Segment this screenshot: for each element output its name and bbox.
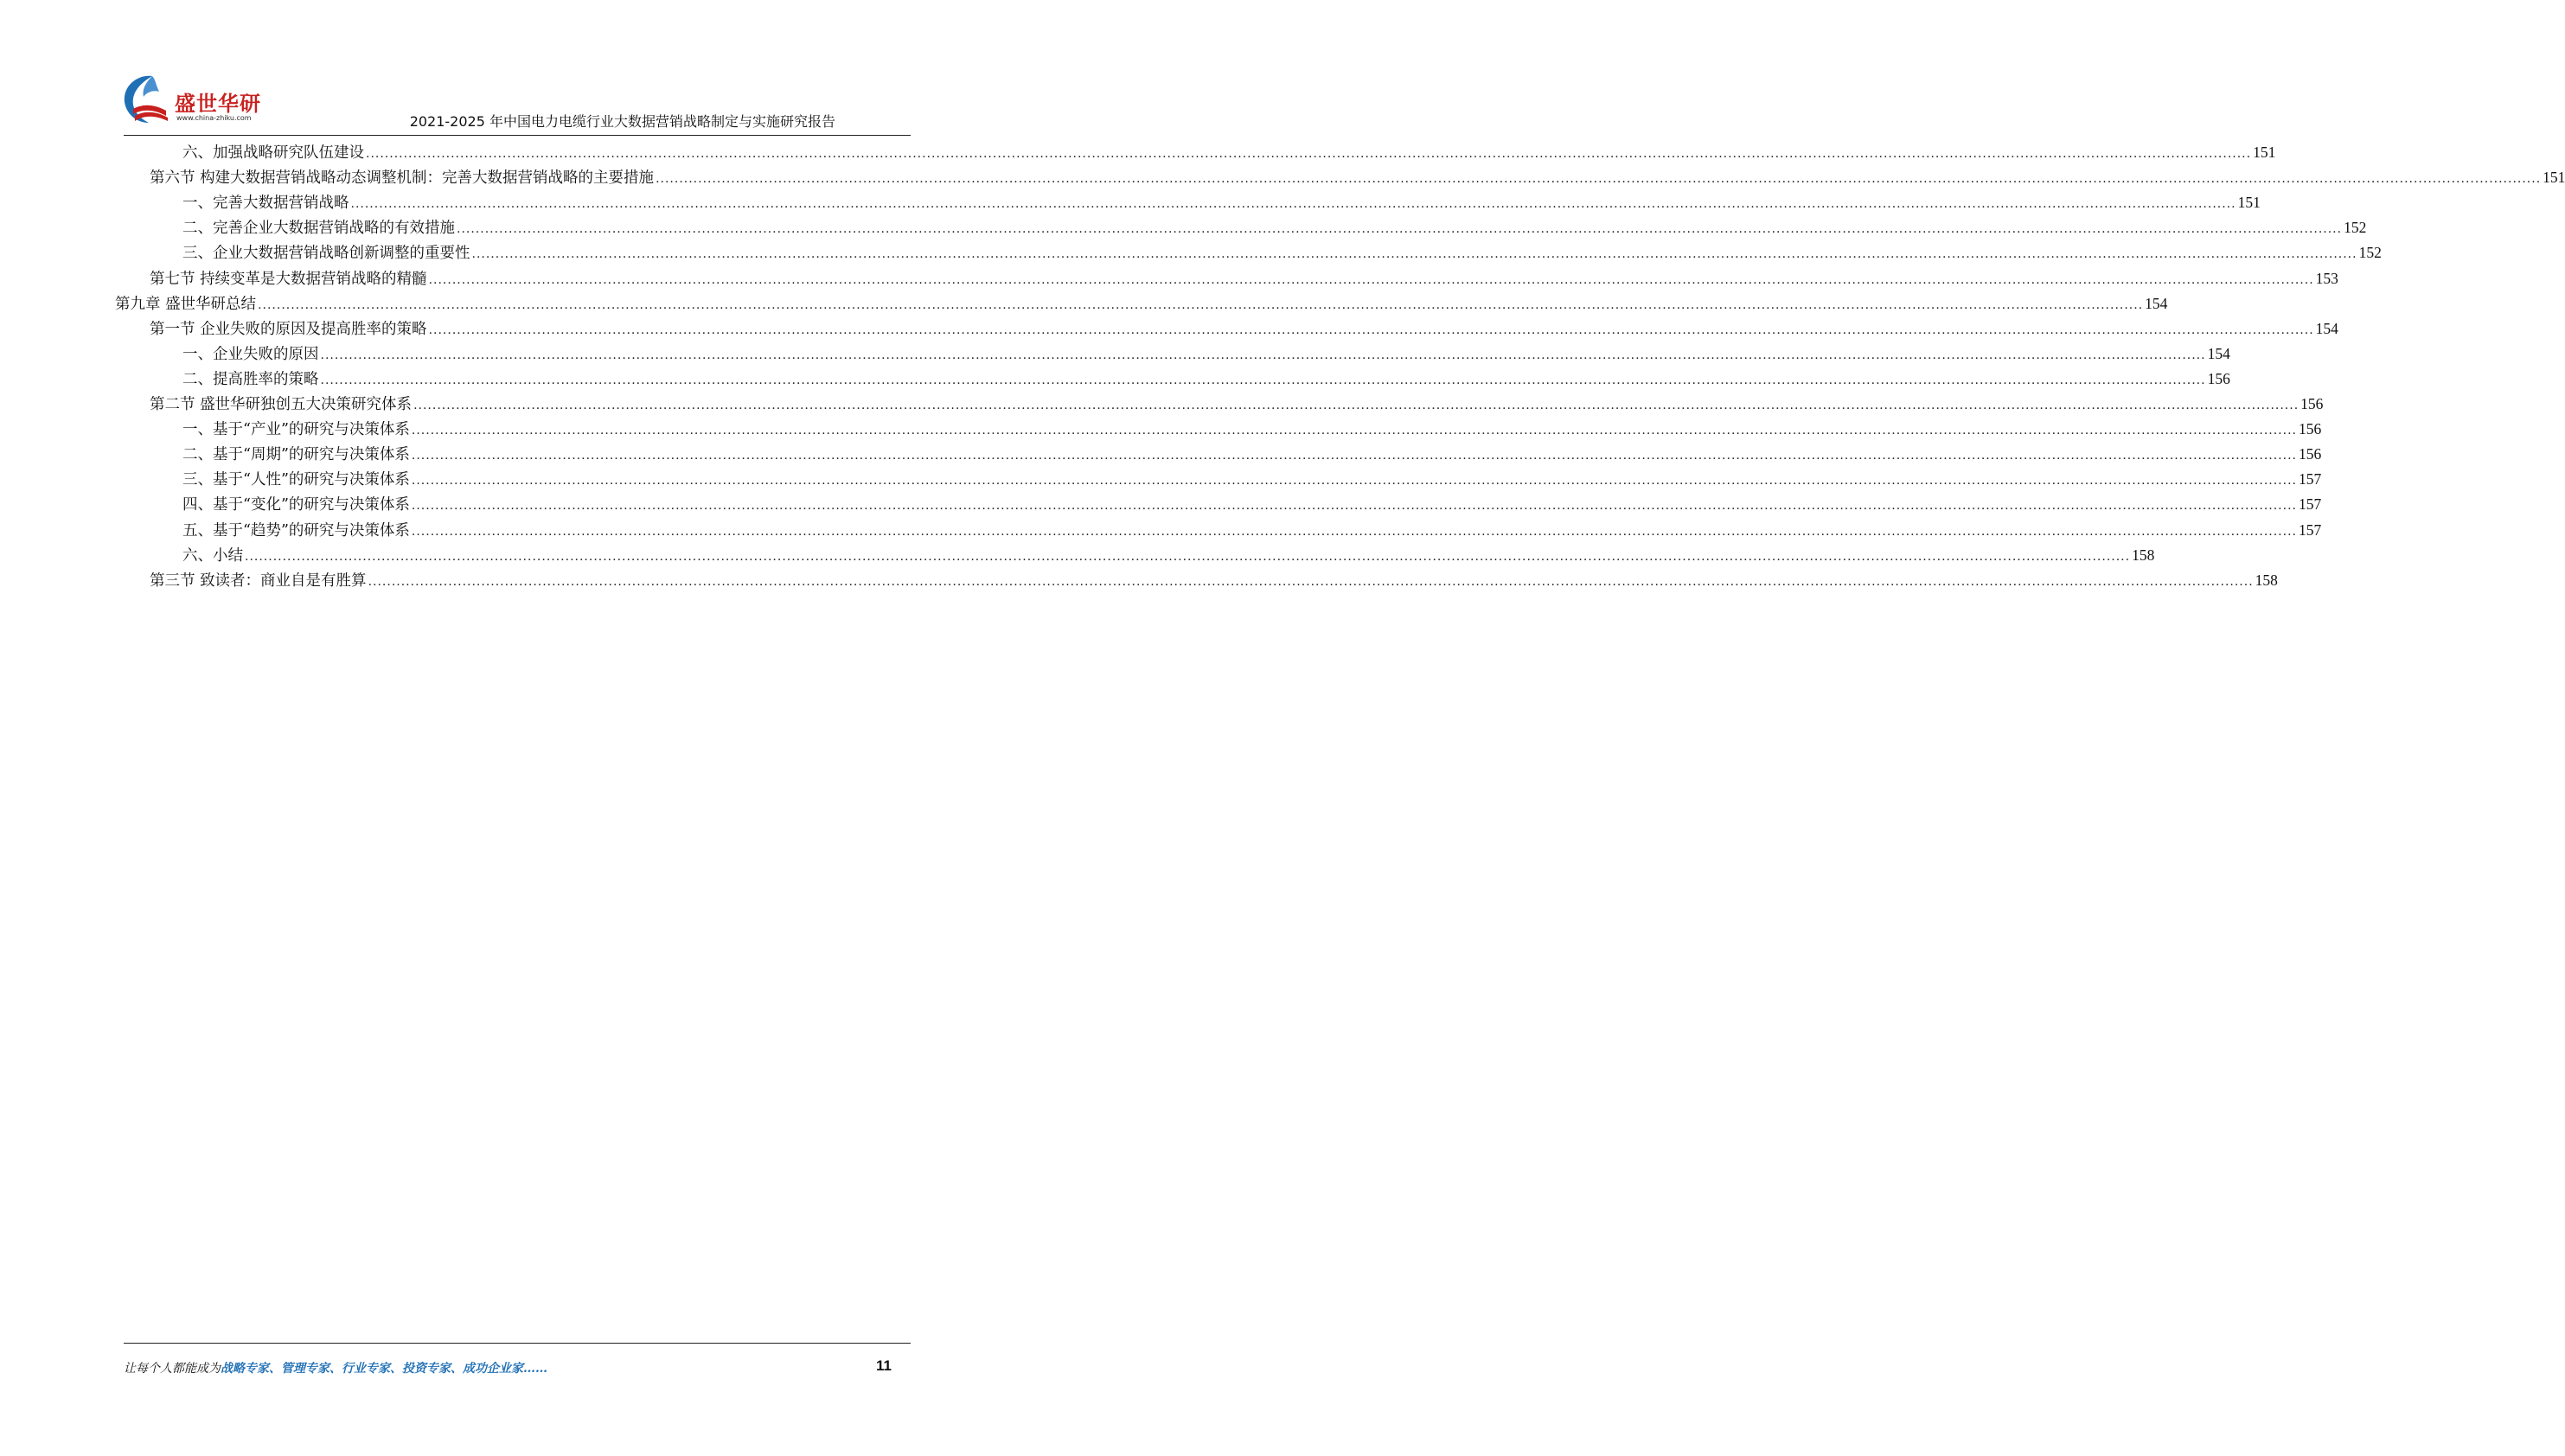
- toc-entry[interactable]: [150, 316, 2338, 342]
- toc-entry-title: 四、基于“变化”的研究与决策体系: [182, 496, 410, 514]
- toc-entry-title: 一、基于“产业”的研究与决策体系: [182, 421, 410, 439]
- toc-entry-title: 第七节 持续变革是大数据营销战略的精髓: [150, 270, 427, 288]
- toc-leader-dots: ................................................................................................................................................................................................................................................................................................................................................................................................................: [350, 197, 2236, 212]
- footer-divider: [124, 1343, 911, 1344]
- toc-entry[interactable]: [115, 291, 2168, 316]
- toc-entry-title: 五、基于“趋势”的研究与决策体系: [182, 521, 410, 540]
- toc-leader-dots: ................................................................................................................................................................................................................................................................................................................................................................................................................: [413, 399, 2300, 412]
- toc-leader-dots: ................................................................................................................................................................................................................................................................................................................................................................................................................: [245, 549, 2131, 564]
- toc-entry-page: 158: [2255, 571, 2278, 589]
- toc-entry-title: 六、小结: [182, 546, 243, 565]
- toc-leader-dots: ................................................................................................................................................................................................................................................................................................................................................................................................................: [320, 348, 2206, 362]
- toc-leader-dots: ................................................................................................................................................................................................................................................................................................................................................................................................................: [411, 424, 2297, 438]
- toc-entry[interactable]: [150, 265, 2338, 291]
- toc-entry-page: 157: [2298, 520, 2322, 539]
- toc-leader-dots: ................................................................................................................................................................................................................................................................................................................................................................................................................: [411, 474, 2297, 489]
- toc-leader-dots: ................................................................................................................................................................................................................................................................................................................................................................................................................: [428, 272, 2314, 287]
- toc-entry-title: 第六节 构建大数据营销战略动态调整机制：完善大数据营销战略的主要措施: [150, 169, 655, 188]
- toc-entry-title: 第三节 致读者：商业自是有胜算: [150, 572, 367, 590]
- footer-slogan: [124, 1359, 547, 1376]
- toc-entry-title: 三、基于“人性”的研究与决策体系: [182, 471, 410, 489]
- header-divider: [124, 135, 911, 136]
- toc-entry[interactable]: [150, 391, 2324, 417]
- toc-leader-dots: ................................................................................................................................................................................................................................................................................................................................................................................................................: [366, 147, 2252, 161]
- toc-entry-page: 151: [2543, 169, 2565, 187]
- toc-entry-page: 152: [2358, 244, 2382, 262]
- toc-entry-page: 154: [2145, 294, 2168, 312]
- toc-entry-page: 157: [2298, 470, 2322, 489]
- toc-entry-title: 一、完善大数据营销战略: [182, 195, 349, 213]
- toc-entry-page: 154: [2207, 344, 2230, 362]
- toc-entry-page: 156: [2300, 395, 2324, 412]
- toc-leader-dots: ................................................................................................................................................................................................................................................................................................................................................................................................................: [320, 373, 2206, 387]
- toc-leader-dots: ................................................................................................................................................................................................................................................................................................................................................................................................................: [457, 222, 2343, 237]
- toc-entry-page: 158: [2132, 546, 2155, 564]
- footer-slogan-highlight: 战略专家、管理专家、行业专家、投资专家、成功企业家……: [221, 1362, 547, 1376]
- toc-leader-dots: ................................................................................................................................................................................................................................................................................................................................................................................................................: [258, 297, 2144, 312]
- company-logo: [121, 71, 268, 131]
- toc-entry[interactable]: [182, 466, 2322, 492]
- toc-entry-title: 二、完善企业大数据营销战略的有效措施: [182, 220, 455, 238]
- toc-entry[interactable]: [182, 341, 2230, 367]
- toc-entry-title: 第二节 盛世华研独创五大决策研究体系: [150, 396, 413, 413]
- toc-entry-page: 156: [2298, 445, 2322, 463]
- toc-entry[interactable]: [150, 567, 2278, 593]
- toc-leader-dots: ................................................................................................................................................................................................................................................................................................................................................................................................................: [368, 574, 2254, 589]
- toc-entry[interactable]: [182, 416, 2322, 442]
- toc-entry-page: 153: [2315, 269, 2338, 287]
- toc-leader-dots: ................................................................................................................................................................................................................................................................................................................................................................................................................: [471, 247, 2357, 262]
- toc-entry-page: 157: [2298, 495, 2322, 514]
- toc-entry[interactable]: [182, 214, 2367, 240]
- toc-entry-page: 156: [2207, 369, 2230, 387]
- page-number: 11: [876, 1357, 892, 1374]
- toc-entry[interactable]: [182, 491, 2322, 517]
- toc-entry[interactable]: [182, 366, 2230, 392]
- toc-entry-title: 二、提高胜率的策略: [182, 370, 319, 388]
- toc-entry[interactable]: [150, 164, 2565, 190]
- report-title: 2021-2025 年中国电力电缆行业大数据营销战略制定与实施研究报告: [409, 113, 835, 130]
- toc-leader-dots: ................................................................................................................................................................................................................................................................................................................................................................................................................: [428, 322, 2314, 337]
- toc-entry-title: 第九章 盛世华研总结: [115, 295, 257, 313]
- toc-entry-title: 第一节 企业失败的原因及提高胜率的策略: [150, 320, 427, 338]
- footer-slogan-lead: 让每个人都能成为: [124, 1362, 221, 1376]
- toc-entry-page: 156: [2298, 420, 2322, 438]
- logo-url: www.china-zhiku.com: [176, 114, 252, 122]
- toc-entry[interactable]: [182, 139, 2276, 165]
- toc-entry-page: 154: [2315, 319, 2338, 337]
- toc-entry-title: 六、加强战略研究队伍建设: [182, 144, 364, 162]
- toc-entry[interactable]: [182, 517, 2322, 543]
- toc-leader-dots: ................................................................................................................................................................................................................................................................................................................................................................................................................: [656, 172, 2542, 187]
- toc-entry[interactable]: [182, 542, 2155, 568]
- toc-leader-dots: ................................................................................................................................................................................................................................................................................................................................................................................................................: [411, 524, 2297, 539]
- toc-entry-page: 152: [2344, 219, 2367, 237]
- toc-entry[interactable]: [182, 189, 2261, 215]
- toc-entry-title: 二、基于“周期”的研究与决策体系: [182, 446, 410, 464]
- toc-leader-dots: ................................................................................................................................................................................................................................................................................................................................................................................................................: [411, 499, 2297, 514]
- toc-entry[interactable]: [182, 441, 2322, 467]
- toc-entry[interactable]: [182, 239, 2382, 265]
- toc-leader-dots: ................................................................................................................................................................................................................................................................................................................................................................................................................: [411, 449, 2297, 463]
- toc-entry-title: 一、企业失败的原因: [182, 345, 319, 363]
- toc-entry-title: 三、企业大数据营销战略创新调整的重要性: [182, 245, 470, 263]
- logo-emblem-icon: [121, 71, 182, 131]
- logo-name: 盛世华研: [175, 92, 261, 116]
- toc-entry-page: 151: [2253, 144, 2276, 161]
- toc-entry-page: 151: [2237, 194, 2261, 212]
